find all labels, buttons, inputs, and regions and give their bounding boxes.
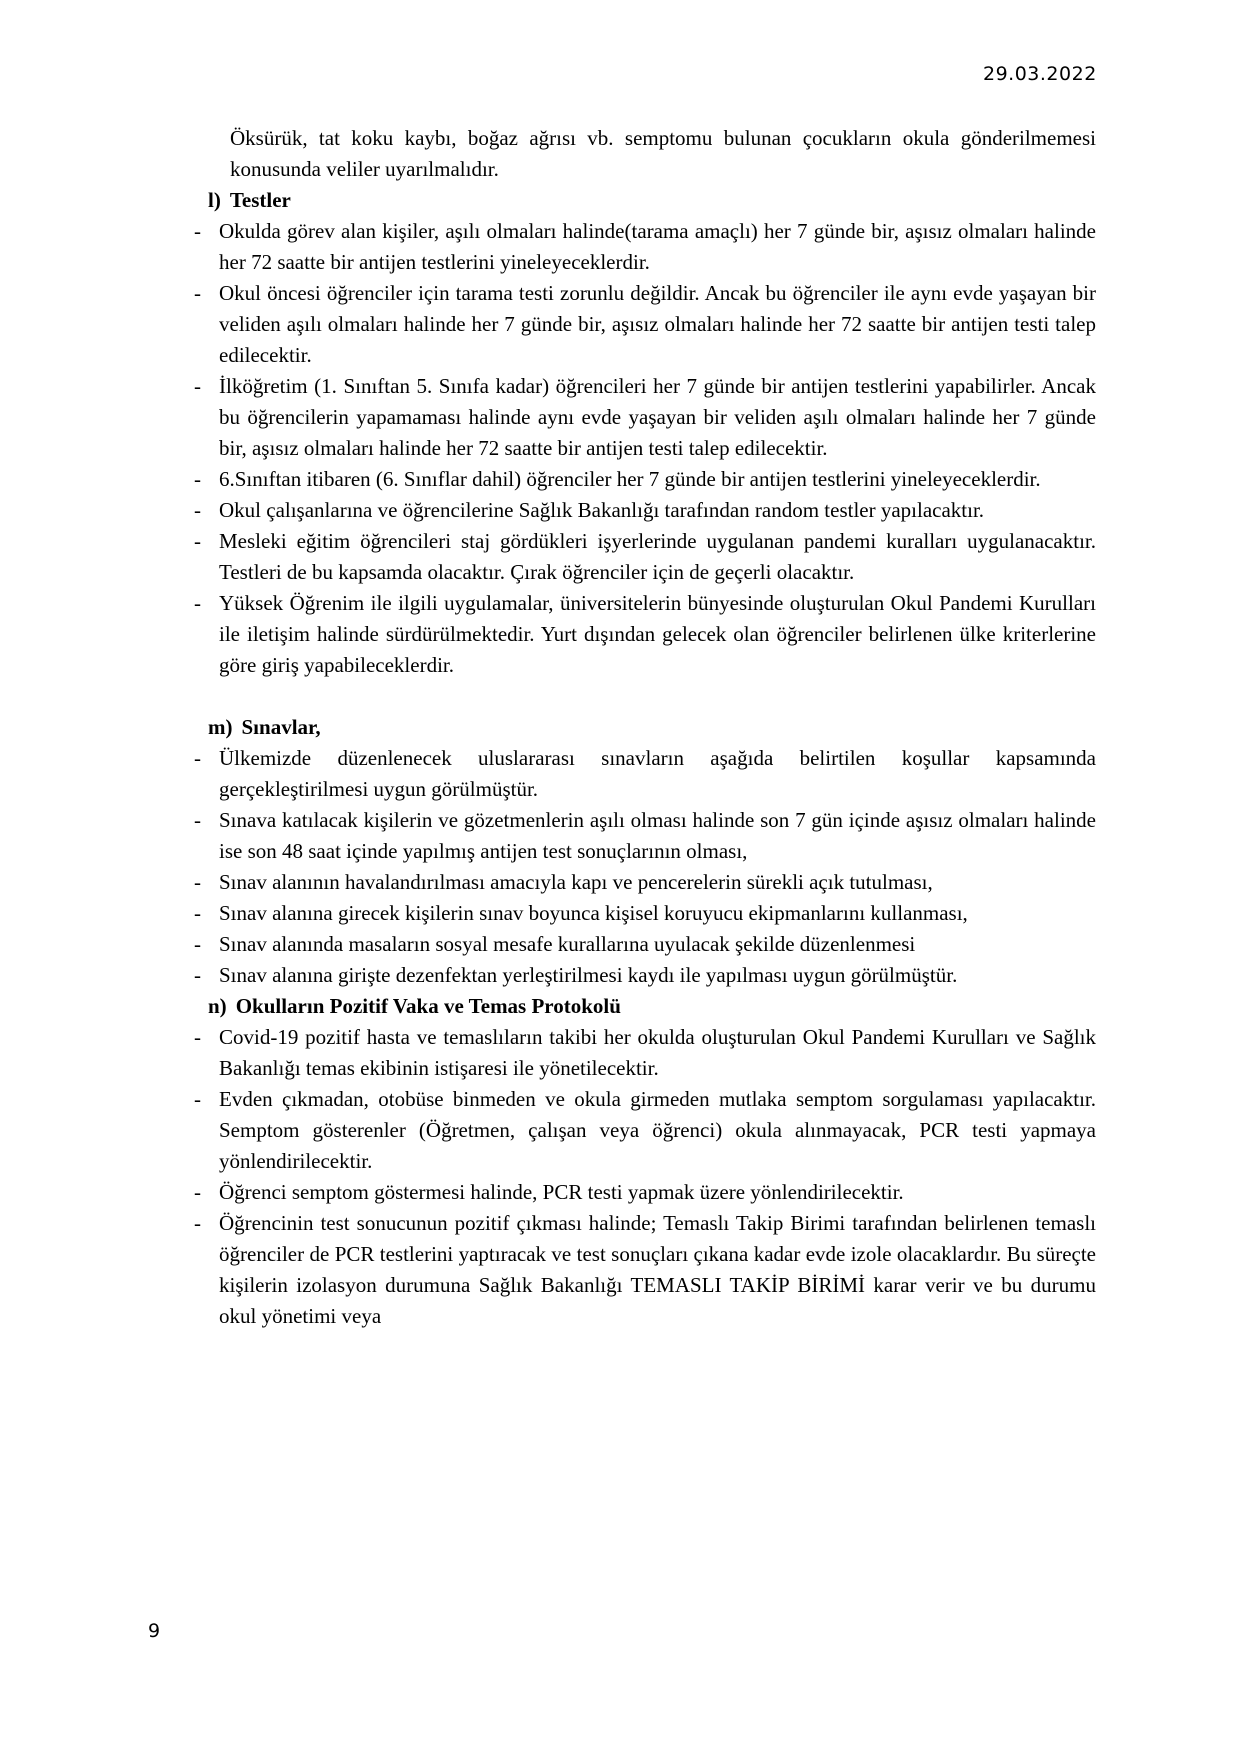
list-item [185,1022,1096,1084]
list-item-text: İlköğretim (1. Sınıftan 5. Sınıfa kadar) öğrencileri her 7 günde bir antijen testlerini yapabilirler. Ancak bu öğrencilerin yapamaması halinde aynı evde yaşayan bir veliden aşılı olmaları halinde her 7 günde bir, aşısız olmaları halinde her 72 saatte bir antijen testi talep edilecektir. [219,374,1096,460]
list-item-text: Okul çalışanlarına ve öğrencilerine Sağlık Bakanlığı tarafından random testler yapılacaktır. [219,498,985,522]
section-title: Testler [229,188,291,212]
section-heading-n [185,991,1096,1022]
list-item-text: Öğrencinin test sonucunun pozitif çıkması halinde; Temaslı Takip Birimi tarafından belirlenen temaslı öğrenciler de PCR testlerini yaptıracak ve test sonuçları çıkana kadar evde izole olacaklardır. Bu süreçte kişilerin izolasyon durumuna Sağlık Bakanlığı TEMASLI TAKİP BİRİMİ karar verir ve bu durumu okul yönetimi veya [219,1211,1096,1328]
list-item [185,278,1096,371]
bullet-dash-icon: - [194,1025,201,1049]
list-item-text: Sınav alanında masaların sosyal mesafe kurallarına uyulacak şekilde düzenlenmesi [219,932,916,956]
list-item-text: Covid-19 pozitif hasta ve temaslıların takibi her okulda oluşturulan Okul Pandemi Kurulları ve Sağlık Bakanlığı temas ekibinin istişaresi ile yönetilecektir. [219,1025,1096,1080]
list-item-text: Ülkemizde düzenlenecek uluslararası sınavların aşağıda belirtilen koşullar kapsamında gerçekleştirilmesi uygun görülmüştür. [219,746,1096,801]
list-item-text: Okulda görev alan kişiler, aşılı olmaları halinde(tarama amaçlı) her 7 günde bir, aşısız olmaları halinde her 72 saatte bir antijen testlerini yineleyeceklerdir. [219,219,1096,274]
list-item-text: Sınava katılacak kişilerin ve gözetmenlerin aşılı olması halinde son 7 gün içinde aşısız olmaları halinde ise son 48 saat içinde yapılmış antijen test sonuçlarının olması, [219,808,1096,863]
list-item-text: Sınav alanına girecek kişilerin sınav boyunca kişisel koruyucu ekipmanlarını kullanması, [219,901,968,925]
list-item [185,1208,1096,1332]
bullet-dash-icon: - [194,467,201,491]
list-item [185,216,1096,278]
section-title: Sınavlar, [241,715,321,739]
list-item [185,743,1096,805]
list-item-text: Sınav alanına girişte dezenfektan yerleştirilmesi kaydı ile yapılması uygun görülmüştür. [219,963,958,987]
bullet-dash-icon: - [194,498,201,522]
bullet-dash-icon: - [194,808,201,832]
bullet-dash-icon: - [194,529,201,553]
section-letter: m) [208,715,233,739]
section-heading-m [185,712,1096,743]
list-item-text: Sınav alanının havalandırılması amacıyla kapı ve pencerelerin sürekli açık tutulması, [219,870,933,894]
bullet-dash-icon: - [194,219,201,243]
document-date: 29.03.2022 [983,63,1097,85]
intro-paragraph: Öksürük, tat koku kaybı, boğaz ağrısı vb. semptomu bulunan çocukların okula gönderilmemesi konusunda veliler uyarılmalıdır. [230,126,1096,181]
bullet-dash-icon: - [194,870,201,894]
bullet-dash-icon: - [194,1087,201,1111]
list-item [185,588,1096,681]
bullet-dash-icon: - [194,1180,201,1204]
list-item [185,464,1096,495]
list-item-text: Yüksek Öğrenim ile ilgili uygulamalar, üniversitelerin bünyesinde oluşturulan Okul Pandemi Kurulları ile iletişim halinde sürdürülmektedir. Yurt dışından gelecek olan öğrenciler belirlenen ülke kriterlerine göre giriş yapabileceklerdir. [219,591,1096,677]
bullet-dash-icon: - [194,901,201,925]
bullet-dash-icon: - [194,746,201,770]
list-item [185,1177,1096,1208]
list-item-text: Öğrenci semptom göstermesi halinde, PCR testi yapmak üzere yönlendirilecektir. [219,1180,904,1204]
list-item [185,929,1096,960]
bullet-dash-icon: - [194,932,201,956]
bullet-dash-icon: - [194,1211,201,1235]
section-letter: n) [208,994,227,1018]
list-item [185,960,1096,991]
document-body [185,123,1096,1332]
bullet-dash-icon: - [194,963,201,987]
list-item-text: 6.Sınıftan itibaren (6. Sınıflar dahil) öğrenciler her 7 günde bir antijen testlerini yineleyeceklerdir. [219,467,1041,491]
list-item [185,898,1096,929]
list-item [185,495,1096,526]
list-item-text: Mesleki eğitim öğrencileri staj gördükleri işyerlerinde uygulanan pandemi kuralları uygulanacaktır. Testleri de bu kapsamda olacaktır. Çırak öğrenciler için de geçerli olacaktır. [219,529,1096,584]
list-item [185,371,1096,464]
list-item [185,1084,1096,1177]
bullet-dash-icon: - [194,374,201,398]
list-item [185,805,1096,867]
bullet-dash-icon: - [194,591,201,615]
list-item [185,867,1096,898]
list-item-text: Evden çıkmadan, otobüse binmeden ve okula girmeden mutlaka semptom sorgulaması yapılacaktır. Semptom gösterenler (Öğretmen, çalışan veya öğrenci) okula alınmayacak, PCR testi yapmaya yönlendirilecektir. [219,1087,1096,1173]
bullet-dash-icon: - [194,281,201,305]
section-letter: l) [208,188,221,212]
page-number: 9 [148,1620,161,1642]
list-item-text: Okul öncesi öğrenciler için tarama testi zorunlu değildir. Ancak bu öğrenciler ile aynı evde yaşayan bir veliden aşılı olmaları halinde her 7 günde bir, aşısız olmaları halinde her 72 saatte bir antijen testi talep edilecektir. [219,281,1096,367]
section-heading-l [185,185,1096,216]
list-item [185,526,1096,588]
section-title: Okulların Pozitif Vaka ve Temas Protokolü [235,994,621,1018]
